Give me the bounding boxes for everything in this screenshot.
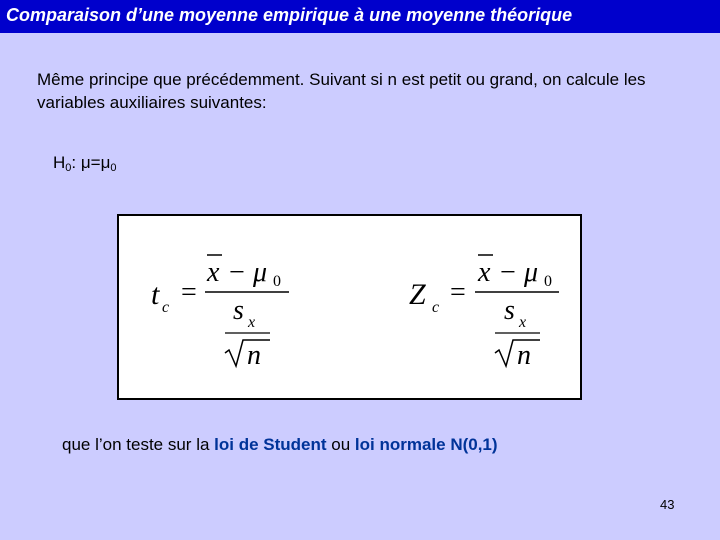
z-equals: = [450,277,466,308]
t-s-sub: x [248,314,256,331]
null-hypothesis [53,153,117,174]
z-mu: μ [524,257,539,288]
normal-law: loi normale N(0,1) [354,435,498,454]
z-s: s [504,295,515,326]
z-sub: c [432,299,440,316]
t-mu: μ [253,257,268,288]
t-mu-sub: 0 [273,273,281,290]
t-s: s [233,295,244,326]
z-statistic-formula [409,255,559,371]
conclusion-text [62,435,498,455]
z-mu-sub: 0 [544,273,552,290]
hypothesis-h-sub: 0 [65,162,72,174]
z-s-sub: x [519,314,527,331]
hypothesis-mid: : μ=μ [71,153,111,172]
z-minus: − [500,257,516,288]
slide-title: Comparaison d’une moyenne empirique à une moyenne théorique [6,5,573,25]
intro-text: Même principe que précédemment. Suivant si n est petit ou grand, on calcule les variables auxiliaires suivantes: [37,70,646,112]
hypothesis-mu-sub: 0 [110,162,117,174]
z-n: n [517,340,531,371]
formulas-svg [119,216,580,398]
page-number: 43 [660,497,675,512]
t-statistic-formula [151,255,289,371]
t-sub: c [162,299,170,316]
z-xbar: x [478,257,491,288]
title-bar [0,0,720,33]
conclusion-middle: ou [326,435,355,454]
t-equals: = [181,277,197,308]
conclusion-prefix: que l’on teste sur la [62,435,215,454]
t-minus: − [229,257,245,288]
hypothesis-h: H [53,153,66,172]
student-law: loi de Student [214,435,327,454]
t-xbar: x [207,257,220,288]
z-var: Z [409,278,426,311]
formula-box [117,214,582,400]
t-n: n [247,340,261,371]
t-var: t [151,278,160,311]
